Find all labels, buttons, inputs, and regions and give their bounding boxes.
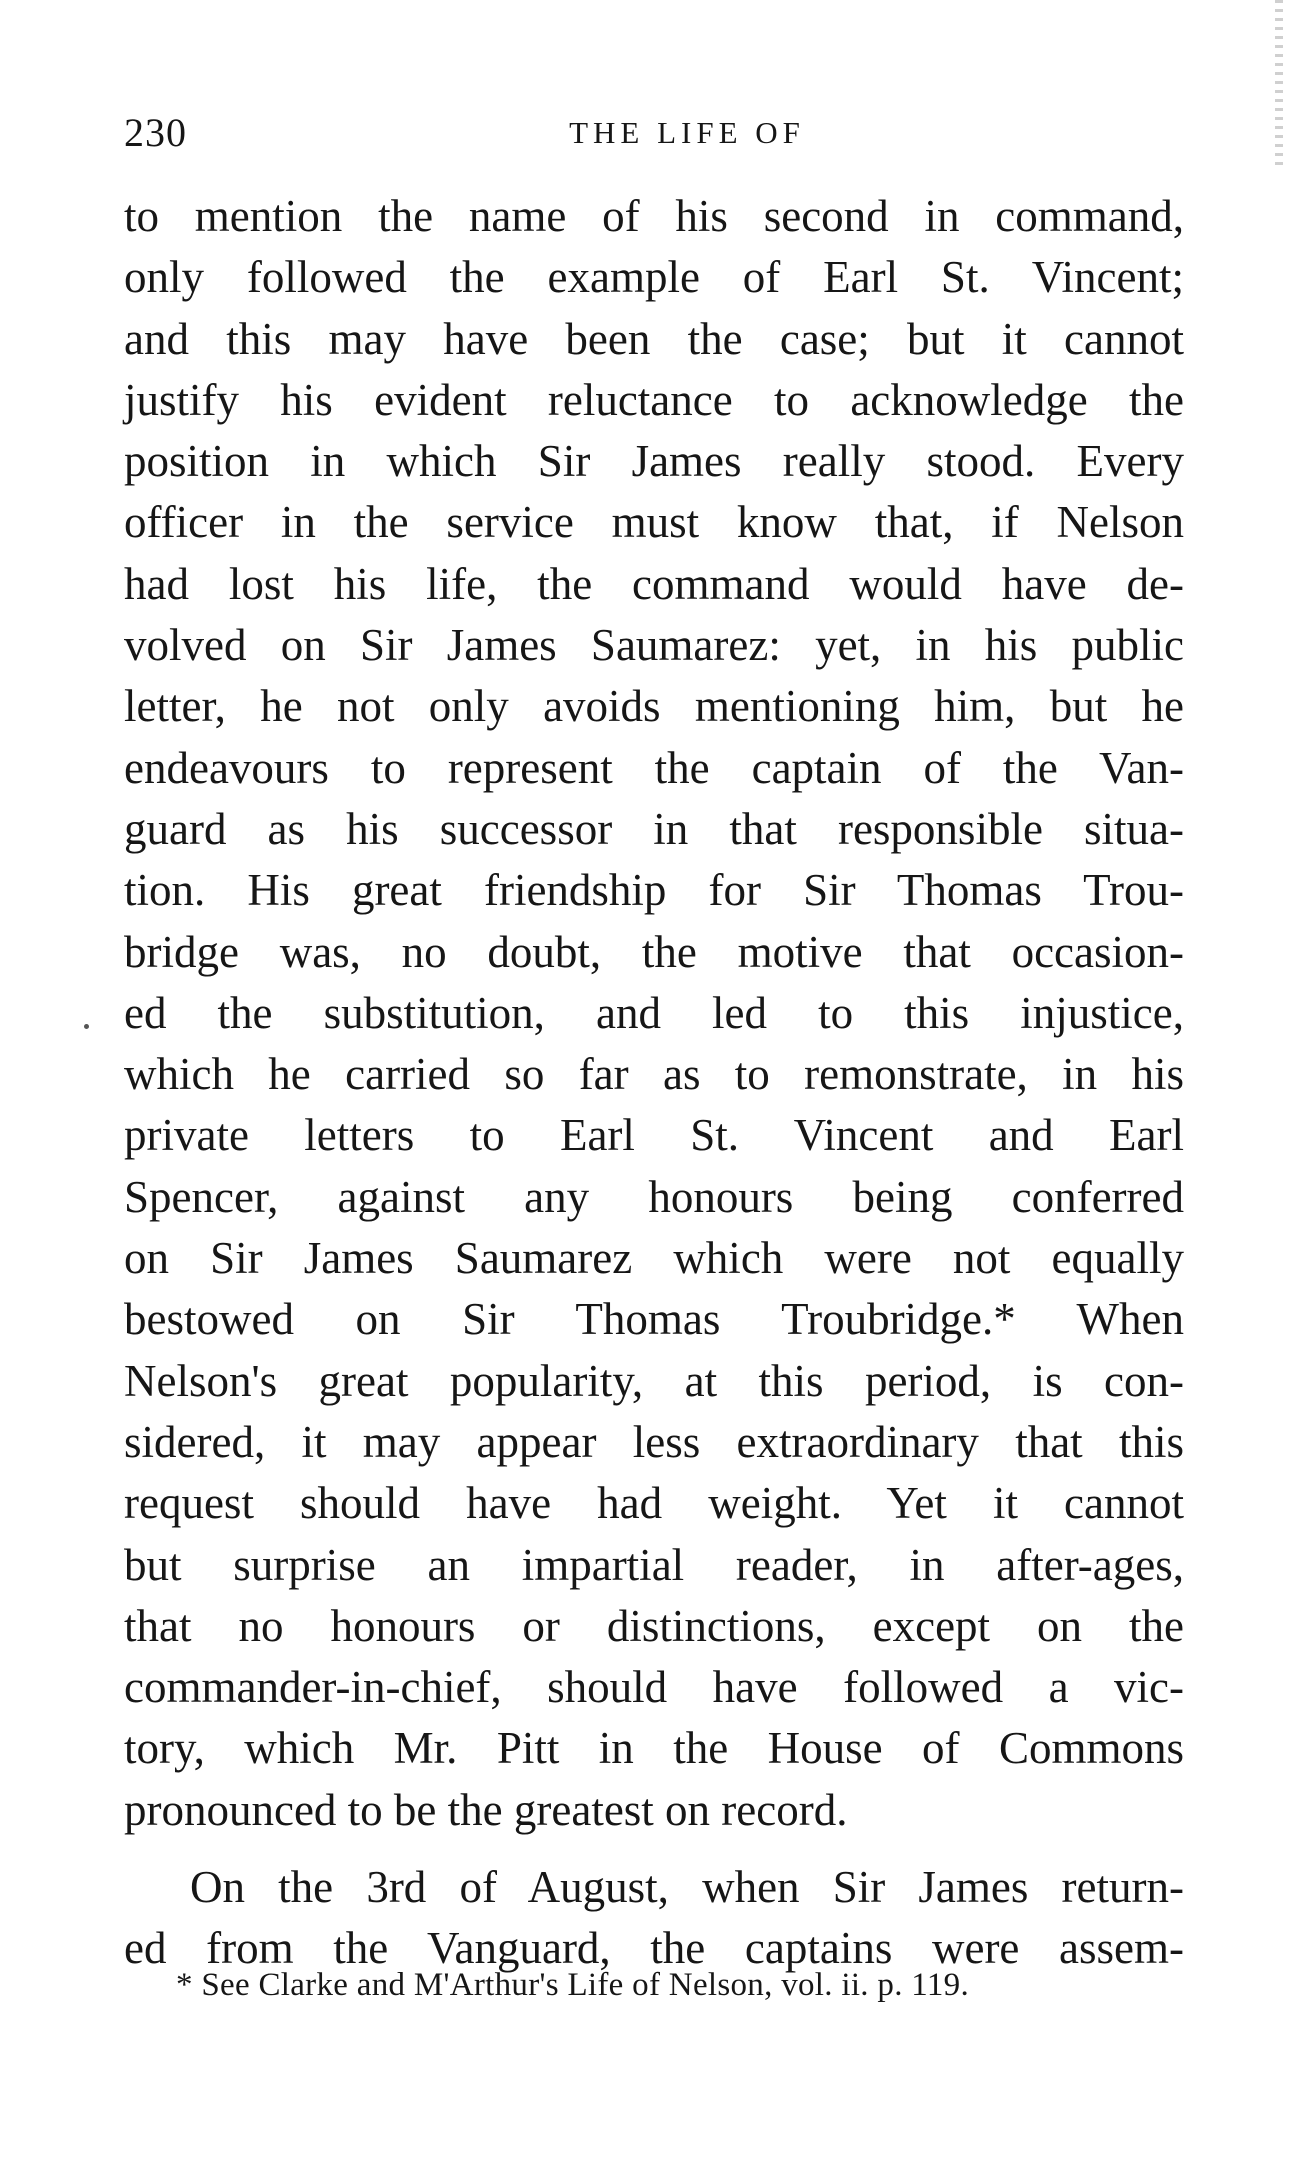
text-line: which he carried so far as to remonstrate, in his	[124, 1049, 1184, 1100]
footnote: * See Clarke and M'Arthur's Life of Nelson, vol. ii. p. 119.	[176, 1967, 970, 2003]
text-line: private letters to Earl St. Vincent and Earl	[124, 1110, 1184, 1161]
text-line: position in which Sir James really stood. Every	[124, 436, 1184, 487]
text-line: letter, he not only avoids mentioning him, but he	[124, 681, 1184, 732]
text-line: justify his evident reluctance to acknowledge the	[124, 374, 1184, 425]
text-line: bestowed on Sir Thomas Troubridge.* When	[124, 1294, 1184, 1345]
scan-speck	[84, 1024, 89, 1029]
text-line: Spencer, against any honours being conferred	[124, 1171, 1184, 1222]
body-text	[124, 186, 1184, 1980]
text-line: officer in the service must know that, if Nelson	[124, 497, 1184, 548]
text-line: request should have had weight. Yet it cannot	[124, 1478, 1184, 1529]
text-line: that no honours or distinctions, except on the	[124, 1600, 1184, 1651]
text-line: tion. His great friendship for Sir Thomas Trou-	[124, 865, 1184, 916]
text-line: volved on Sir James Saumarez: yet, in his public	[124, 620, 1184, 671]
text-line: commander-in-chief, should have followed a vic-	[124, 1662, 1184, 1713]
text-line: bridge was, no doubt, the motive that occasion-	[124, 926, 1184, 977]
text-line: only followed the example of Earl St. Vincent;	[124, 252, 1184, 303]
running-head	[124, 108, 1188, 158]
text-line: on Sir James Saumarez which were not equally	[124, 1233, 1184, 1284]
text-line: but surprise an impartial reader, in after-ages,	[124, 1539, 1184, 1590]
text-line: and this may have been the case; but it cannot	[124, 313, 1184, 364]
text-line: endeavours to represent the captain of the Van-	[124, 742, 1184, 793]
text-line: tory, which Mr. Pitt in the House of Commons	[124, 1723, 1184, 1774]
running-title: THE LIFE OF	[569, 115, 805, 150]
text-line: sidered, it may appear less extraordinary that this	[124, 1416, 1184, 1467]
text-line: ed the substitution, and led to this injustice,	[124, 987, 1184, 1038]
text-line: On the 3rd of August, when Sir James return-	[190, 1862, 1184, 1913]
paragraph-gap	[124, 1841, 1184, 1857]
text-line: pronounced to be the greatest on record.	[124, 1784, 848, 1835]
text-line: Nelson's great popularity, at this period, is con-	[124, 1355, 1184, 1406]
page-edge-scan-mark	[1275, 0, 1283, 170]
text-line: guard as his successor in that responsible situa-	[124, 803, 1184, 854]
text-line: to mention the name of his second in command,	[124, 191, 1184, 241]
paragraph-1	[124, 186, 1184, 1841]
text-line: had lost his life, the command would have de-	[124, 558, 1184, 609]
text-line: ed from the Vanguard, the captains were assem-	[124, 1923, 1184, 1974]
page-number: 230	[124, 110, 187, 155]
